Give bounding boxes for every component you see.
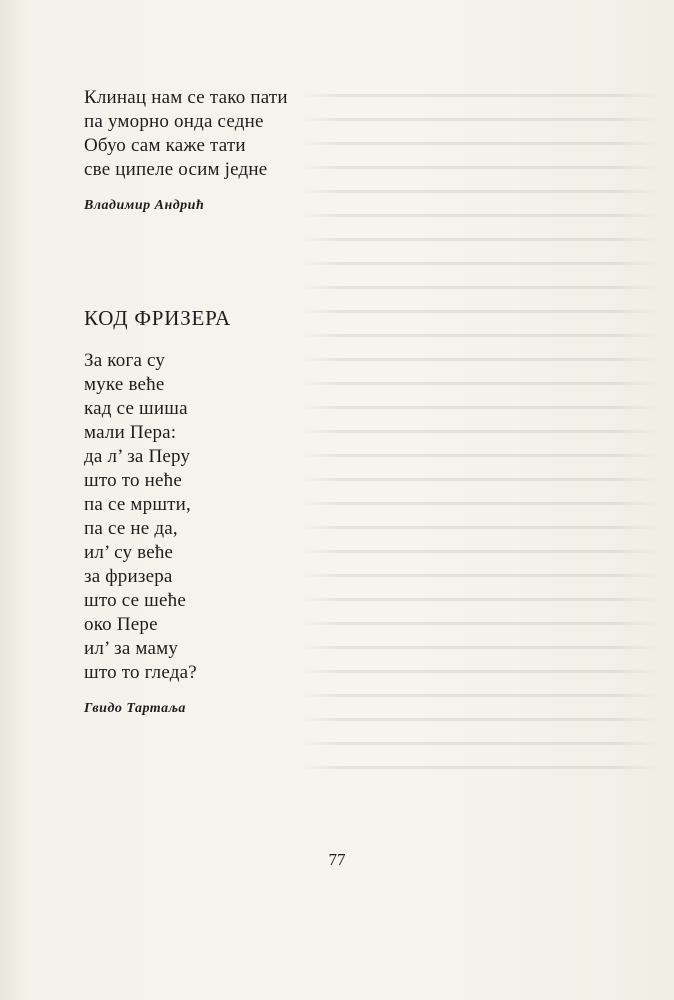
poem-line: па уморно онда седне [84, 111, 264, 132]
poem-line: па се не да, [84, 518, 178, 539]
poem-2-text [84, 349, 524, 685]
poem-line: све ципеле осим једне [84, 159, 268, 180]
poem-line: око Пере [84, 614, 158, 635]
page-number: 77 [328, 850, 346, 869]
poem-line: што се шеће [84, 590, 186, 611]
poem-line: па се мршти, [84, 494, 191, 515]
poem-line: Клинац нам се тако пати [84, 87, 288, 108]
poem-line: ил’ су веће [84, 542, 174, 563]
poem-1-author: Владимир Андрић [84, 198, 205, 213]
poem-line: За кога су [84, 350, 166, 371]
poem-line: да л’ за Перу [84, 446, 191, 467]
page-content [84, 86, 524, 717]
poem-line: што то неће [84, 470, 182, 491]
poem-line: муке веће [84, 374, 165, 395]
poem-line: за фризера [84, 566, 173, 587]
poem-2-author: Гвидо Тартаља [84, 701, 186, 716]
poem-line: ил’ за маму [84, 638, 179, 659]
poem-1-text [84, 86, 524, 182]
poem-2-title: КОД ФРИЗЕРА [84, 306, 231, 330]
poem-line: мали Пера: [84, 422, 177, 443]
poem-line: Обуо сам каже тати [84, 135, 246, 156]
poem-line: што то гледа? [84, 662, 197, 683]
poem-line: кад се шиша [84, 398, 188, 419]
